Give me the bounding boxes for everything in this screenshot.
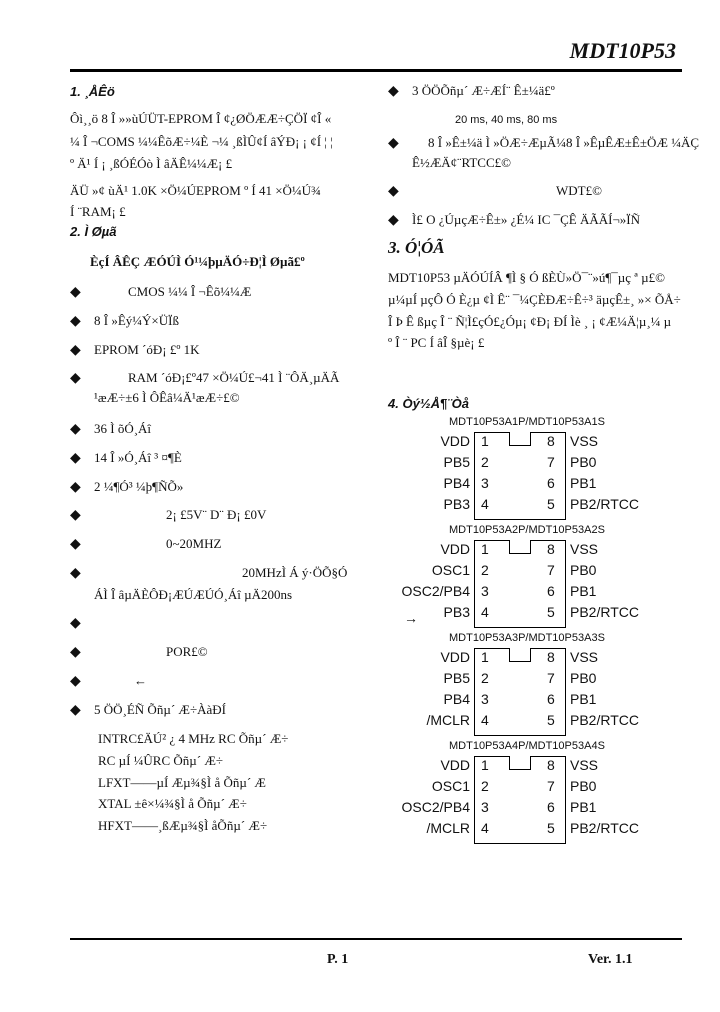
pin-label-right: PB2/RTCC (570, 712, 639, 728)
pin-label-right: PB2/RTCC (570, 820, 639, 836)
feature-item: 0~20MHZ (166, 536, 222, 551)
intro-line-1: Ôì¸¸ö 8 Î »»ùÚÜT-EPROM Î ¢¿ØÖÆÆ÷ÇÖÏ ¢Î « (70, 111, 332, 126)
pin-number: 4 (481, 604, 489, 620)
osc-type: RC µÍ ¼ÛRC Õñµ´ Æ÷ (98, 753, 224, 768)
pin-number: 4 (481, 712, 489, 728)
feature-item: WDT£© (556, 183, 602, 198)
bullet-icon: ◆ (70, 285, 81, 300)
package-name: MDT10P53A3P/MDT10P53A3S (449, 632, 605, 644)
section-4-heading: 4. Òý½Å¶¨Òå (388, 396, 469, 411)
osc-type: INTRC£ÄÚ² ¿ 4 MHz RC Õñµ´ Æ÷ (98, 731, 289, 746)
page-number: P. 1 (327, 952, 349, 967)
chip-notch (509, 756, 531, 770)
feature-item-cont: ¹æÆ÷±6 Ì ÔÊâ¼Ä¹æÆ÷£© (94, 390, 240, 405)
pin-label-left: OSC1 (431, 778, 470, 794)
pin-number: 5 (547, 820, 555, 836)
feature-item: 8 Î »Ê±¼ä Ì »ÖÆ÷ÆµÃ¼8 Î »ÊµÊÆ±Ê±ÖÆ ¼ÄÇ (428, 135, 700, 150)
pin-label-right: VSS (570, 541, 599, 557)
feature-item: POR£© (166, 644, 208, 659)
feature-item: ← (134, 673, 147, 688)
feature-item: RAM ´óÐ¡£º47 ×Ö¼Ú£¬41 Ì ¨ÔÄ¸µÄÃ (128, 370, 340, 385)
pin-number: 8 (547, 649, 555, 665)
pin-label-right: VSS (570, 757, 599, 773)
application-line: º Î ¨ PC Í âÎ §µè¡ £ (388, 335, 485, 350)
pin-number: 3 (481, 583, 489, 599)
bullet-icon: ◆ (70, 674, 81, 689)
pin-label-left: /MCLR (426, 712, 470, 728)
footer-rule (70, 938, 682, 940)
pin-label-left: VDD (440, 649, 470, 665)
chip-notch (509, 432, 531, 446)
package-name: MDT10P53A1P/MDT10P53A1S (449, 416, 605, 428)
section-1-heading: 1. ¸ÅÊö (70, 84, 115, 99)
pin-number: 5 (547, 496, 555, 512)
pin-number: 7 (547, 670, 555, 686)
feature-item: 14 Î »Ó¸Áî ³ ¤¶È (94, 450, 182, 465)
feature-item-cont: Ê½ÆÄ¢¨RTCC£© (412, 155, 512, 170)
document-title: MDT10P53 (569, 38, 676, 63)
pin-label-right: PB2/RTCC (570, 604, 639, 620)
pin-label-left: PB5 (443, 670, 470, 686)
application-line: µ¼µÍ µçÔ Ó È¿µ ¢Ì Ê¨ ¯¼ÇÈÐÆ÷Ê÷³ äµçÊ±¸ »× ÕÅ÷ (388, 292, 681, 307)
pin-number: 8 (547, 433, 555, 449)
bullet-icon: ◆ (70, 645, 81, 660)
pin-label-left: OSC2/PB4 (401, 799, 470, 815)
bullet-icon: ◆ (388, 213, 399, 228)
bullet-icon: ◆ (388, 184, 399, 199)
header-rule (70, 69, 682, 72)
pin-number: 8 (547, 541, 555, 557)
pin-label-left: VDD (440, 433, 470, 449)
feature-item: 3 ÖÖÕñµ´ Æ÷ÆÍ¨ Ê±¼ä£º (412, 83, 555, 98)
feature-item-cont: ÁÌ Î âµÄÈÔÐ¡ÆÚÆÚÓ¸Áî µÄ200ns (94, 587, 293, 602)
pin-label-right: PB0 (570, 562, 597, 578)
memory-line-2: Í ¨RAM¡ £ (70, 204, 126, 219)
pin-number: 4 (481, 820, 489, 836)
bullet-icon: ◆ (70, 508, 81, 523)
pin-number: 6 (547, 475, 555, 491)
pin-label-right: PB0 (570, 454, 597, 470)
pin-label-left: PB5 (443, 454, 470, 470)
application-line: Î Þ Ê ßµç Î ¨ Ñ¦Ì£çÓ£¿Óµ¡ ¢Ð¡ ÐÍ Ìè ¸ ¡ ¢Æ¼Ä¦µ¸¼ µ (388, 314, 672, 329)
pin-label-right: PB1 (570, 475, 597, 491)
pin-number: 2 (481, 454, 489, 470)
pin-number: 5 (547, 712, 555, 728)
osc-type: XTAL ±ê×¼¾§Ì å Õñµ´ Æ÷ (98, 796, 247, 811)
feature-item: 2 ¼¶Ó³ ¼þ¶ÑÕ» (94, 479, 184, 494)
bullet-icon: ◆ (388, 84, 399, 99)
pin-label-left: PB3 (443, 604, 470, 620)
pin-number: 6 (547, 583, 555, 599)
section-2-heading: 2. Ì Øµã (70, 224, 117, 239)
bullet-icon: ◆ (70, 451, 81, 466)
application-line: MDT10P53 µÄÓÚÍÂ ¶Ì § Ó ßÈÙ»Ö¯¨»ú¶¯µç ª µ£© (388, 270, 665, 285)
pin-label-right: PB0 (570, 670, 597, 686)
pin-label-right: PB1 (570, 583, 597, 599)
pin-label-right: PB2/RTCC (570, 496, 639, 512)
feature-item: 2¡ £5V¨ D¨ Ð¡ £0V (166, 507, 267, 522)
bullet-icon: ◆ (70, 616, 81, 631)
bullet-icon: ◆ (70, 422, 81, 437)
pin-number: 3 (481, 691, 489, 707)
pin-number: 1 (481, 433, 489, 449)
pin-label-left: VDD (440, 757, 470, 773)
bullet-icon: ◆ (70, 537, 81, 552)
pin-label-right: PB1 (570, 799, 597, 815)
pin-number: 1 (481, 649, 489, 665)
chip-notch (509, 648, 531, 662)
pin-number: 7 (547, 778, 555, 794)
feature-item: EPROM ´óÐ¡ £º 1K (94, 342, 200, 357)
pin-number: 3 (481, 799, 489, 815)
pin-number: 5 (547, 604, 555, 620)
feature-item: CMOS ¼¼ Î ¬Êõ¼¼Æ (128, 284, 252, 299)
arrow-icon: → (404, 612, 418, 627)
pin-label-left: OSC1 (431, 562, 470, 578)
pin-number: 7 (547, 562, 555, 578)
startup-times: 20 ms, 40 ms, 80 ms (455, 114, 558, 126)
pin-label-left: /MCLR (426, 820, 470, 836)
pin-number: 1 (481, 757, 489, 773)
pin-label-left: PB4 (443, 475, 470, 491)
bullet-icon: ◆ (70, 343, 81, 358)
pin-number: 6 (547, 799, 555, 815)
memory-line-1: ÄÜ »¢ ùÄ¹ 1.0K ×Ö¼ÚEPROM º Í 41 ×Ö¼Ú¾ (70, 183, 321, 198)
feature-item: 20MHzÌ Á ý·ÖÕ§Ó (242, 565, 348, 580)
pin-number: 6 (547, 691, 555, 707)
intro-line-2: ¼ Î ¬COMS ¼¼ÊõÆ÷¼È ¬¼ ¸ßÌÛ¢Í âÝÐ¡ ¡ ¢Í ¦ ¦ (70, 134, 333, 149)
bullet-icon: ◆ (70, 703, 81, 718)
bullet-icon: ◆ (388, 136, 399, 151)
osc-type: LFXT——µÍ Æµ¾§Ì å Õñµ´ Æ (98, 775, 266, 790)
pin-number: 1 (481, 541, 489, 557)
pin-number: 2 (481, 562, 489, 578)
bullet-icon: ◆ (70, 371, 81, 386)
chip-notch (509, 540, 531, 554)
pin-number: 3 (481, 475, 489, 491)
pin-number: 4 (481, 496, 489, 512)
package-name: MDT10P53A4P/MDT10P53A4S (449, 740, 605, 752)
intro-line-3: º Ä¹ Í ¡ ¸ßÓÉÓò Ì âÄÊ¼¼Æ¡ £ (70, 156, 233, 171)
osc-type: HFXT——¸ßÆµ¾§Ì åÕñµ´ Æ÷ (98, 818, 268, 833)
feature-item: Ì£ O ¿ÚµçÆ÷Ê±» ¿É¼ IC ¯ÇÊ ÄÃÃÍ¬»ÏÑ (412, 212, 641, 227)
feature-item: 8 Î »Êý¼Ý×ÜÏß (94, 313, 179, 328)
pin-number: 7 (547, 454, 555, 470)
pin-label-right: PB1 (570, 691, 597, 707)
pin-label-left: PB4 (443, 691, 470, 707)
section-3-heading: 3. Ó¦ÓÃ (388, 238, 445, 257)
version-label: Ver. 1.1 (588, 952, 633, 967)
pin-number: 2 (481, 670, 489, 686)
feature-item: 36 Ì õÓ¸Áî (94, 421, 152, 436)
pin-label-right: VSS (570, 649, 599, 665)
pin-label-right: PB0 (570, 778, 597, 794)
feature-item: 5 ÖÖ¸ÉÑ Õñµ´ Æ÷ÀàÐÍ (94, 702, 226, 717)
bullet-icon: ◆ (70, 314, 81, 329)
features-intro: ÈçÍ ÂÊÇ ÆÓÚÌ Ó¹¼þµÄÓ÷Ð¦Ì Øµã£º (90, 254, 305, 269)
pin-number: 2 (481, 778, 489, 794)
pin-label-left: OSC2/PB4 (401, 583, 470, 599)
pin-label-left: PB3 (443, 496, 470, 512)
pin-label-left: VDD (440, 541, 470, 557)
bullet-icon: ◆ (70, 566, 81, 581)
package-name: MDT10P53A2P/MDT10P53A2S (449, 524, 605, 536)
bullet-icon: ◆ (70, 480, 81, 495)
pin-number: 8 (547, 757, 555, 773)
pin-label-right: VSS (570, 433, 599, 449)
